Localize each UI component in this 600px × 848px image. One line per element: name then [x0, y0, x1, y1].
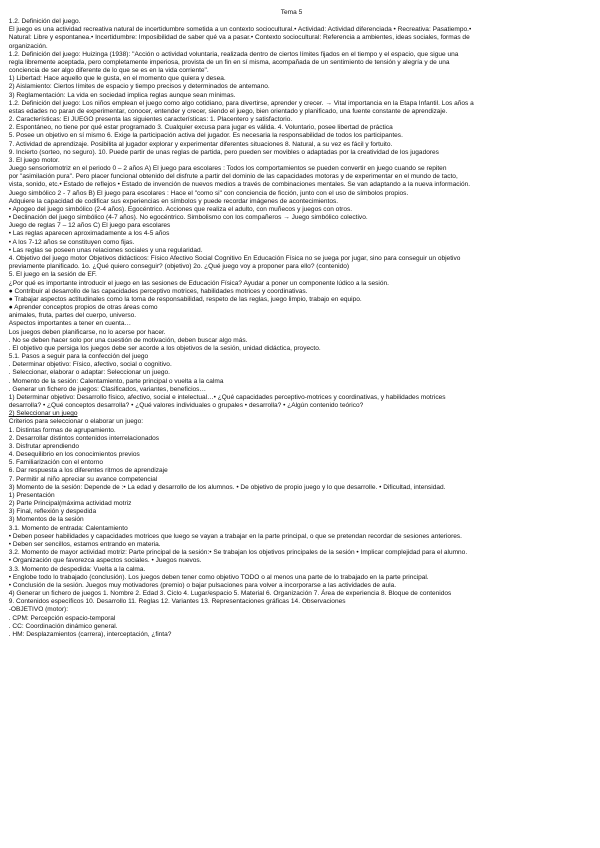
text-line: ● Contribuir al desarrollo de las capacidades perceptivo motrices, habilidades motrices y coordinativas.: [8, 287, 308, 295]
text-line: . No se deben hacer solo por una cuestión de motivación, deben buscar algo más.: [8, 336, 248, 344]
text-line: 2) Aislamiento: Ciertos límites de espacio y tiempo precisos y determinados de antemano.: [8, 83, 270, 91]
text-line: 1) Presentación: [8, 491, 55, 499]
text-line: 1.2. Definición del juego.: [8, 18, 81, 25]
text-line: previamente planificado. 1o. ¿Qué quiero conseguir? (objetivo) 2o. ¿Qué juego voy a proponer para ello? (contenido): [8, 263, 350, 271]
text-line: . HM: Desplazamientos (carrera), interceptación, ¿finta?: [8, 630, 172, 638]
text-line: animales, fruta, partes del cuerpo, universo.: [8, 312, 137, 320]
text-line: • Organización que favorezca aspectos sociales. • Juegos nuevos.: [8, 557, 202, 565]
text-line: ¿Por qué es importante introducir el juego en las sesiones de Educación Física? Ayudar a poner un componente lúdico a la sesión.: [8, 279, 389, 287]
text-line: • Conclusión de la sesión. Juegos muy motivadores (premio) o bajar pulsaciones para volver a incorporarse a las actividades de aula.: [8, 581, 397, 589]
text-line: 3.3. Momento de despedida: Vuelta a la calma.: [8, 565, 146, 573]
text-line: 1.2. Definición del juego: Huizinga (1938): "Acción o actividad voluntaria, realizada dentro de ciertos límites fijados en el tiempo y el espacio, que sigue una: [8, 50, 459, 58]
text-line: 5. El juego en la sesión de EF.: [8, 271, 97, 279]
text-line: 4) Generar un fichero de juegos 1. Nombre 2. Edad 3. Ciclo 4. Lugar/espacio 5. Material 6. Organización 7. Área de experiencia 8. Bloque de contenidos: [8, 590, 452, 598]
text-line: -OBJETIVO (motor):: [8, 606, 69, 614]
text-line: regla libremente aceptada, pero completamente imperiosa, provista de un fin en sí misma, acompañada de un sentimiento de tensión y alegría y de una: [8, 58, 450, 66]
text-line: 4. Desequilibrio en los conocimientos previos: [8, 451, 140, 459]
text-line: 3. El juego motor.: [8, 156, 60, 164]
page-title: Tema 5: [280, 9, 303, 16]
text-line: 3.2. Momento de mayor actividad motriz: Parte principal de la sesión:• Se trabajan los objetivos principales de la sesión • Implicar complejidad para el alumno.: [8, 549, 468, 557]
text-line: 3) Momentos de la sesión: [8, 516, 84, 524]
text-line: 9. Incierto (sorteo, no seguro). 10. Puede partir de unas reglas de partida, pero pueden ser movibles o adaptadas por la creatividad de los jugadores: [8, 148, 439, 156]
text-line: . Seleccionar, elaborar o adaptar: Seleccionar un juego.: [8, 369, 170, 377]
text-line: 7. Permitir al niño apreciar su avance competencial: [8, 475, 158, 483]
text-line: 2) Seleccionar un juego: [8, 410, 78, 418]
text-line: 1.2. Definición del juego: Los niños emplean el juego como algo cotidiano, para divertirse, aprender y crecer. → Vital importancia en la Etapa Infantil. Los años a: [8, 99, 474, 107]
text-line: • Englobe todo lo trabajado (conclusión). Los juegos deben tener como objetivo TODO o al menos una parte de lo trabajado en la parte principal.: [8, 573, 429, 581]
text-line: 3.1. Momento de entrada: Calentamiento: [8, 524, 128, 532]
text-line: ● Aprender conceptos propios de otras áreas como: [8, 304, 158, 312]
text-line: vista, sonido, etc.• Estado de reflejos • Estado de invención de nuevos medios a través de combinaciones mentales. Se van adaptando a la nueva información.: [8, 181, 471, 189]
text-line: 1) Determinar objetivo: Desarrollo físico, afectivo, social e intelectual…• ¿Qué capacidades perceptivo-motrices y coordinativas, y habilidades motrices: [8, 393, 446, 401]
text-line: 6. Dar respuesta a los diferentes ritmos de aprendizaje: [8, 467, 168, 475]
text-line: • Apogeo del juego simbólico (2-4 años). Egocéntrico. Acciones que realiza el adulto, con muñecos y juegos con otros.: [8, 205, 353, 213]
text-line: 2. Desarrollar distintos contenidos interrelacionados: [8, 434, 160, 442]
text-line: . CC: Coordinación dinámico general.: [8, 622, 118, 630]
text-line: 2. Características: El JUEGO presenta las siguientes características: 1. Placentero y satisfactorio.: [8, 116, 293, 124]
text-line: 3) Reglamentación: La vida en sociedad implica reglas aunque sean mínimas.: [8, 91, 236, 99]
text-line: Juego sensoriomotriz en el periodo 0 – 2 años A) El juego para escolares : Todos los comportamientos se pueden convertir en juego cuando se repiten: [8, 165, 447, 173]
text-line: Los juegos deben planificarse, no lo acerse por hacer.: [8, 328, 166, 336]
text-line: Aspectos importantes a tener en cuenta…: [8, 320, 132, 328]
text-line: 5. Posee un objetivo en sí mismo 6. Exige la participación activa del jugador. Es necesaria la responsabilidad de todos los participantes.: [8, 132, 403, 140]
text-line: . CPM: Percepción espacio-temporal: [8, 614, 116, 622]
text-line: • Las reglas se poseen unas relaciones sociales y una regularidad.: [8, 246, 203, 254]
text-line: Juego de reglas 7 – 12 años C) El juego para escolares: [8, 222, 171, 230]
text-line: • A los 7-12 años se constituyen como fijas.: [8, 238, 135, 246]
document-body: [9, 18, 575, 639]
text-line: El juego es una actividad recreativa natural de incertidumbre sometida a un contexto sociocultural.• Actividad: Actividad diferenciada • Recreativa: Pasatiempo.•: [8, 26, 472, 34]
text-line: por "asimilación pura". Pero placer funcional obtenido del disfrute a partir del dominio de las capacidades motoras y de experimentar en el mundo de tacto,: [8, 173, 458, 181]
text-line: . Generar un fichero de juegos: Clasificados, variantes, beneficios…: [8, 385, 206, 393]
text-line: 4. Objetivo del juego motor Objetivos didácticos: Físico Afectivo Social Cognitivo En Educación Física no se juega por jugar, sino para conseguir un objetivo: [8, 254, 461, 262]
text-line: • Las reglas aparecen aproximadamente a los 4-5 años: [8, 230, 170, 238]
text-line: desarrolla? • ¿Qué conceptos desarrolla? • ¿Qué valores individuales o grupales • desarrolla? • ¿Algún contenido teórico?: [8, 402, 364, 410]
text-line: 2. Espontáneo, no tiene por qué estar programado 3. Cualquier excusa para jugar es válida. 4. Voluntario, posee libertad de práctica: [8, 124, 393, 132]
text-line: 5.1. Pasos a seguir para la confección del juego: [8, 353, 149, 361]
text-line: 1. Distintas formas de agrupamiento.: [8, 426, 116, 434]
text-line: 3) Final, reflexión y despedida: [8, 508, 97, 516]
text-line: Natural: Libre y espontanea.• Incertidumbre: Imposibilidad de saber qué va a pasar.• Contexto sociocultural: Referencia a ambientes, ideas sociales, formas de: [8, 34, 470, 42]
text-line: 2) Parte Principal(máxima actividad motriz: [8, 500, 132, 508]
text-line: Criterios para seleccionar o elaborar un juego:: [8, 418, 144, 426]
text-line: • Deben poseer habilidades y capacidades motrices que luego se vayan a trabajar en la parte principal, o que se pretendan recordar de sesiones anteriores.: [8, 532, 462, 540]
text-line: . El objetivo que persiga los juegos debe ser acorde a los objetivos de la sesión, unidad didáctica, proyecto.: [8, 344, 321, 352]
text-line: 5. Familiarización con el entorno: [8, 459, 104, 467]
text-line: estas edades no paran de experimentar, conocer, entender y crecer, siendo el juego, bien orientado y planificado, una fuente constante de aprendizaje.: [8, 107, 448, 115]
text-line: 7. Actividad de aprendizaje. Posibilita al jugador explorar y experimentar diferentes situaciones 8. Natural, a su vez es fácil y fortuito.: [8, 140, 393, 148]
text-line: 1) Libertad: Hace aquello que le gusta, en el momento que quiera y desea.: [8, 75, 226, 83]
text-line: . Momento de la sesión: Calentamiento, parte principal o vuelta a la calma: [8, 377, 224, 385]
text-line: 3. Disfrutar aprendiendo: [8, 442, 79, 450]
text-line: conciencia de ser algo diferente de lo que se es en la vida corriente".: [8, 67, 209, 75]
text-line: Adquiere la capacidad de codificar sus experiencias en símbolos y puede recordar imágenes de acontecimientos.: [8, 197, 339, 205]
text-line: 3) Momento de la sesión: Depende de :• La edad y desarrollo de los alumnos. • De objetivo de propio juego y lo que desarrolle. • Dificultad, intensidad.: [8, 483, 446, 491]
text-line: . Determinar objetivo: Físico, afectivo, social o cognitivo.: [8, 361, 172, 369]
text-line: • Deben ser sencillos, estamos entrando en materia.: [8, 541, 161, 548]
text-line: ● Trabajar aspectos actitudinales como la toma de responsabilidad, respeto de las reglas, juego limpio, trabajo en equipo.: [8, 295, 362, 303]
text-line: Juego simbólico 2 - 7 años B) El juego para escolares : Hace el "como si" con conciencia de ficción, junto con el uso de símbolos propios.: [8, 189, 409, 197]
text-line: 9. Contenidos específicos 10. Desarrollo 11. Reglas 12. Variantes 13. Representaciones gráficas 14. Observaciones: [8, 598, 346, 606]
text-line: • Declinación del juego simbólico (4-7 años). No egocéntrico. Simbolismo con los compañeros → Juego simbólico colectivo.: [8, 214, 368, 222]
text-line: organización.: [8, 42, 48, 50]
